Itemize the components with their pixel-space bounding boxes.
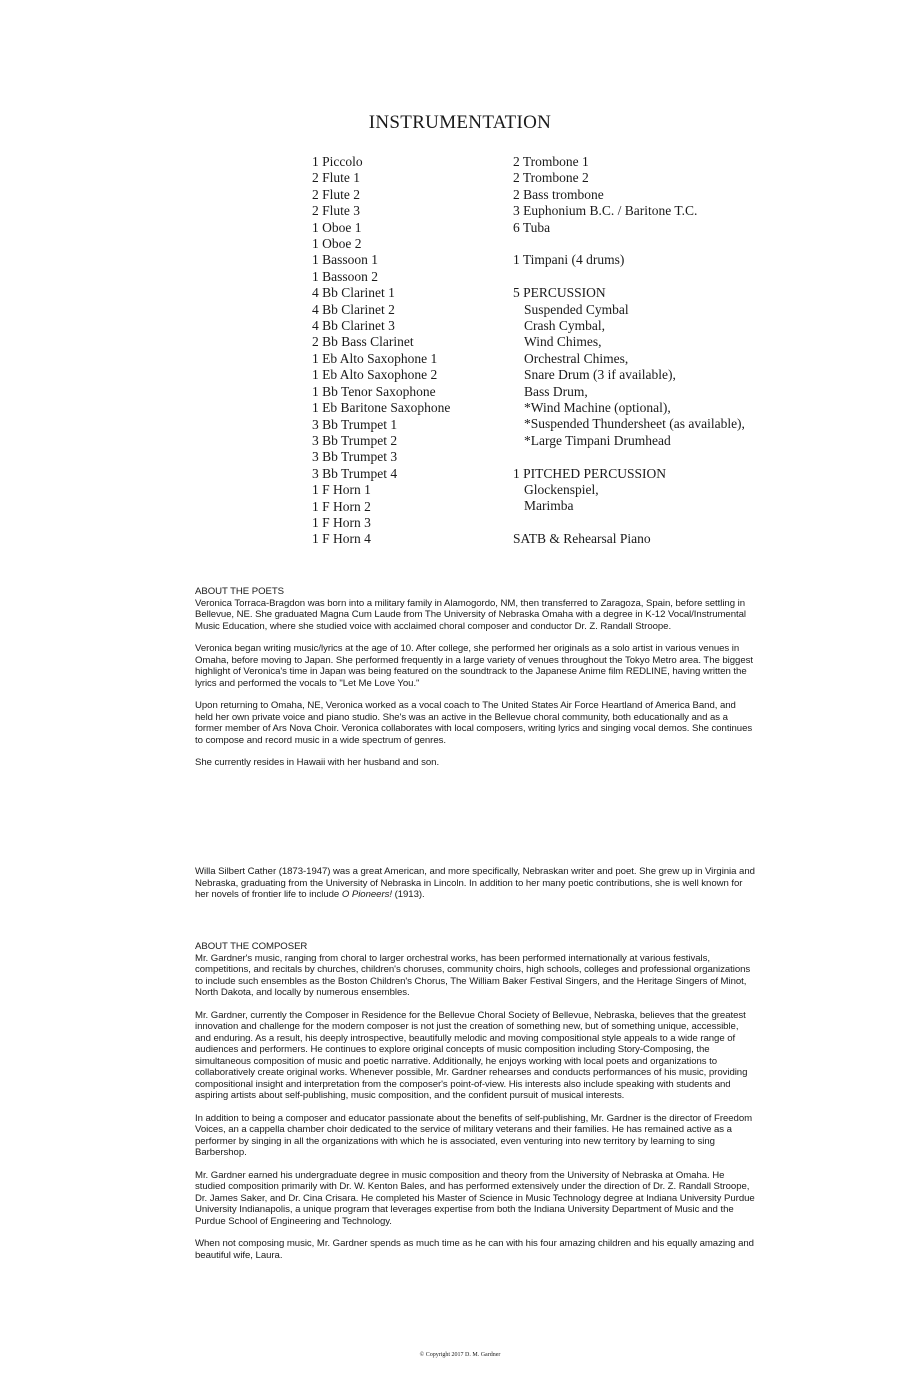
about-the-poets-section bbox=[195, 586, 755, 780]
instrument-item: 6 Tuba bbox=[513, 219, 551, 235]
cather-tail: (1913). bbox=[391, 889, 425, 900]
percussion-item: Wind Chimes, bbox=[524, 334, 602, 350]
instrument-item: 1 F Horn 1 bbox=[312, 482, 371, 498]
composer-paragraph: Mr. Gardner earned his undergraduate degree in music composition and theory from the University of Nebraska at Omaha. He studied composition primarily with Dr. W. Kenton Bales, and has performed extensively under the direction of Dr. Z. Randall Stroope, Dr. James Saker, and Dr. Cina Crisara. He completed his Master of Science in Music Technology degree at Indiana University Purdue University Indianapolis, a unique program that leverages expertise from both the Indiana University Department of Music and the Purdue School of Engineering and Technology. bbox=[195, 1169, 755, 1227]
cather-bio bbox=[195, 866, 755, 912]
instrument-item: 2 Flute 1 bbox=[312, 170, 361, 186]
poets-paragraph: She currently resides in Hawaii with her husband and son. bbox=[195, 757, 440, 768]
composer-paragraph: In addition to being a composer and educator passionate about the benefits of self-publishing, Mr. Gardner is the director of Freedom Voices, an a cappella chamber choir dedicated to the service of military veterans and their families. He has remained active as a performer by singing in all the organizations with which he is associated, even venturing into new territory by learning to sing Barbershop. bbox=[195, 1112, 753, 1158]
choir-item: SATB & Rehearsal Piano bbox=[513, 531, 651, 547]
instrument-item: 2 Flute 3 bbox=[312, 203, 361, 219]
instrument-item: 1 Bb Tenor Saxophone bbox=[312, 383, 436, 399]
page-title: INSTRUMENTATION bbox=[368, 112, 552, 133]
poets-paragraph: Veronica Torraca-Bragdon was born into a military family in Alamogordo, NM, then transferred to Zaragoza, Spain, before settling in Bellevue, NE. She graduated Magna Cum Laude from The University of Nebraska Omaha with a degree in K-12 Vocal/Instrumental Music Education, where she studied voice with acclaimed choral composer and conductor Dr. Z. Randall Stroope. bbox=[195, 597, 746, 632]
percussion-item: Crash Cymbal, bbox=[524, 318, 605, 334]
instrument-item: 3 Euphonium B.C. / Baritone T.C. bbox=[513, 203, 698, 219]
timpani-item: 1 Timpani (4 drums) bbox=[513, 252, 625, 268]
percussion-item: Orchestral Chimes, bbox=[524, 350, 629, 366]
spacer bbox=[513, 269, 745, 285]
instrument-item: 1 Eb Alto Saxophone 2 bbox=[312, 367, 438, 383]
instrument-item: 1 Bassoon 1 bbox=[312, 252, 379, 268]
instrument-item: 1 Bassoon 2 bbox=[312, 268, 379, 284]
instrumentation-left-column bbox=[312, 154, 450, 548]
composer-paragraph: Mr. Gardner, currently the Composer in Residence for the Bellevue Choral Society of Bellevue, Nebraska, believes that the greatest innovation and challenge for the modern composer is not just the creation of something new, but of something unique, accessible, and enduring. As a result, his deeply introspective, beautifully melodic and moving compositional style appeals to a wide range of audiences and performers. He continues to explore original concepts of music composition including Story-Composing, the simultaneous composition of music and poetic narrative. Additionally, he enjoys working with local poets and organizations to collaboratively create original works. Whenever possible, Mr. Gardner rehearses and conducts performances of his music, providing compositional insight and interpretation from the composer's point-of-view. His interests also include speaking with students and aspiring artists about self-publishing, music composition, and the confident pursuit of musical interests. bbox=[195, 1009, 748, 1101]
instrument-item: 2 Flute 2 bbox=[312, 186, 361, 202]
instrument-item: 3 Bb Trumpet 2 bbox=[312, 432, 398, 448]
composer-paragraph: Mr. Gardner's music, ranging from choral to larger orchestral works, has been performed internationally at various festivals, competitions, and recitals by churches, children's choruses, community choirs, high schools, colleges and professional organizations to include such ensembles as the Boston Children's Chorus, The William Baker Festival Singers, and the Heritage Singers of Minot, North Dakota, and locally by numerous ensembles. bbox=[195, 952, 751, 998]
percussion-item: Snare Drum (3 if available), bbox=[524, 367, 676, 383]
percussion-item: Suspended Cymbal bbox=[524, 301, 629, 317]
pitched-percussion-item: Marimba bbox=[524, 498, 574, 514]
instrument-item: 3 Bb Trumpet 3 bbox=[312, 449, 398, 465]
instrument-item: 1 Piccolo bbox=[312, 154, 363, 169]
instrument-item: 1 F Horn 3 bbox=[312, 514, 371, 530]
percussion-heading: 5 PERCUSSION bbox=[513, 285, 606, 301]
instrument-item: 2 Trombone 2 bbox=[513, 170, 589, 186]
instrument-item: 3 Bb Trumpet 1 bbox=[312, 416, 398, 432]
instrumentation-right-column bbox=[513, 154, 745, 548]
spacer bbox=[513, 236, 745, 252]
pitched-percussion-item: Glockenspiel, bbox=[524, 482, 599, 498]
instrument-item: 2 Trombone 1 bbox=[513, 154, 589, 169]
poets-heading: ABOUT THE POETS bbox=[195, 586, 284, 597]
instrument-item: 2 Bb Bass Clarinet bbox=[312, 334, 414, 350]
percussion-item: *Wind Machine (optional), bbox=[524, 400, 671, 416]
instrument-item: 1 Oboe 1 bbox=[312, 219, 362, 235]
instrument-item: 1 Eb Alto Saxophone 1 bbox=[312, 350, 438, 366]
instrument-item: 4 Bb Clarinet 2 bbox=[312, 301, 395, 317]
book-title: O Pioneers! bbox=[341, 889, 392, 900]
pitched-percussion-heading: 1 PITCHED PERCUSSION bbox=[513, 465, 667, 481]
instrument-item: 1 F Horn 4 bbox=[312, 531, 371, 547]
cather-paragraph bbox=[195, 866, 755, 901]
instrument-item: 1 Oboe 2 bbox=[312, 236, 362, 252]
instrument-item: 1 F Horn 2 bbox=[312, 498, 371, 514]
instrument-item: 3 Bb Trumpet 4 bbox=[312, 465, 398, 481]
spacer bbox=[513, 449, 745, 465]
instrument-item: 1 Eb Baritone Saxophone bbox=[312, 400, 451, 416]
percussion-item: *Large Timpani Drumhead bbox=[524, 432, 671, 448]
instrument-item: 2 Bass trombone bbox=[513, 186, 604, 202]
percussion-item: Bass Drum, bbox=[524, 383, 588, 399]
poets-paragraph: Veronica began writing music/lyrics at the age of 10. After college, she performed her originals as a solo artist in various venues in Omaha, before moving to Japan. She performed frequently in a large variety of venues throughout the Tokyo Metro area. The biggest highlight of Veronica's time in Japan was being featured on the soundtrack to the Japanese Anime film REDLINE, having written the lyrics and performed the vocals to "Let Me Love You." bbox=[195, 643, 753, 689]
cather-text: Willa Silbert Cather (1873-1947) was a great American, and more specifically, Nebraskan writer and poet. She grew up in Virginia and Nebraska, graduating from the University of Nebraska in Lincoln. In addition to her many poetic contributions, she is well known for her novels of frontier life to include bbox=[195, 866, 755, 900]
poets-paragraph: Upon returning to Omaha, NE, Veronica worked as a vocal coach to The United States Air Force Heartland of America Band, and held her own private voice and piano studio. She's was an active in the Bellevue choral community, both educationally and as a former member of Ars Nova Choir. Veronica collaborates with local composers, writing lyrics and singing vocal demos. She continues to compose and record music in a wide spectrum of genres. bbox=[195, 700, 753, 746]
about-the-composer-section bbox=[195, 941, 755, 1272]
copyright-footer: © Copyright 2017 D. M. Gardner bbox=[419, 1352, 501, 1358]
instrument-item: 4 Bb Clarinet 3 bbox=[312, 318, 395, 334]
composer-heading: ABOUT THE COMPOSER bbox=[195, 941, 308, 952]
instrument-item: 4 Bb Clarinet 1 bbox=[312, 285, 395, 301]
composer-paragraph: When not composing music, Mr. Gardner spends as much time as he can with his four amazing children and his equally amazing and beautiful wife, Laura. bbox=[195, 1238, 754, 1261]
spacer bbox=[513, 515, 745, 531]
percussion-item: *Suspended Thundersheet (as available), bbox=[524, 416, 745, 432]
